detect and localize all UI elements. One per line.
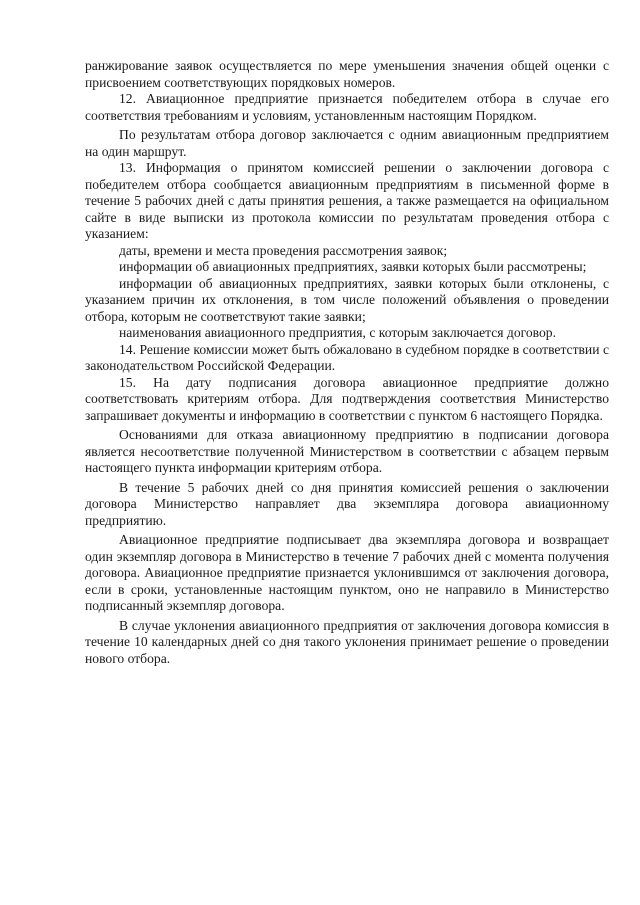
paragraph-14-appeal: 14. Решение комиссии может быть обжаловано в судебном порядке в соответствии с законодательством Российской Федерации. xyxy=(85,341,609,373)
paragraph-refusal-grounds: Основаниями для отказа авиационному предприятию в подписании договора является несоответствие полученной Министерством в соответствии с абзацем первым настоящего пункта информации критериям отбора. xyxy=(85,427,609,475)
paragraph-contract-sending: В течение 5 рабочих дней со дня принятия комиссией решения о заключении договора Министерство направляет два экземпляра договора авиационному предприятию. xyxy=(85,479,609,528)
document-page xyxy=(85,58,609,667)
list-item-winner-name: наименования авиационного предприятия, с которым заключается договор. xyxy=(119,325,556,340)
list-item-rejected: информации об авиационных предприятиях, заявки которых были отклонены, с указанием причин их отклонения, в том числе положений объявления о проведении отбора, которым не соответствуют такие заявки; xyxy=(85,275,609,324)
paragraph-new-selection: В случае уклонения авиационного предприятия от заключения договора комиссия в течение 10 календарных дней со дня такого уклонения принимает решение о проведении нового отбора. xyxy=(85,617,609,666)
paragraph-ranking-continuation: ранжирование заявок осуществляется по мере уменьшения значения общей оценки с присвоением соответствующих порядковых номеров. xyxy=(85,58,609,90)
paragraph-contract-signing: Авиационное предприятие подписывает два экземпляра договора и возвращает один экземпляр договора в Министерство в течение 7 рабочих дней с момента получения договора. Авиационное предприятие признается уклонившимся от заключения договора, если в сроки, установленные настоящим пунктом, оно не направило в Министерство подписанный экземпляр договора. xyxy=(85,532,609,613)
list-item-reviewed: информации об авиационных предприятиях, заявки которых были рассмотрены; xyxy=(119,259,587,274)
list-item-dates: даты, времени и места проведения рассмотрения заявок; xyxy=(119,242,448,258)
paragraph-13-information: 13. Информация о принятом комиссией решении о заключении договора с победителем отбора сообщается авиационным предприятиям в письменной форме в течение 5 рабочих дней с даты принятия решения, а также размещается на официальном сайте в виде выписки из протокола комиссии по результатам проведения отбора с указанием: xyxy=(85,160,609,241)
paragraph-15-criteria: 15. На дату подписания договора авиационное предприятие должно соответствовать критериям отбора. Для подтверждения соответствия Министерство запрашивает документы и информацию в соответствии с пунктом 6 настоящего Порядка. xyxy=(85,374,609,423)
paragraph-12-winner: 12. Авиационное предприятие признается победителем отбора в случае его соответствия требованиям и условиям, установленным настоящим Порядком. xyxy=(85,91,609,123)
paragraph-one-contract: По результатам отбора договор заключается с одним авиационным предприятием на один маршрут. xyxy=(85,127,609,159)
